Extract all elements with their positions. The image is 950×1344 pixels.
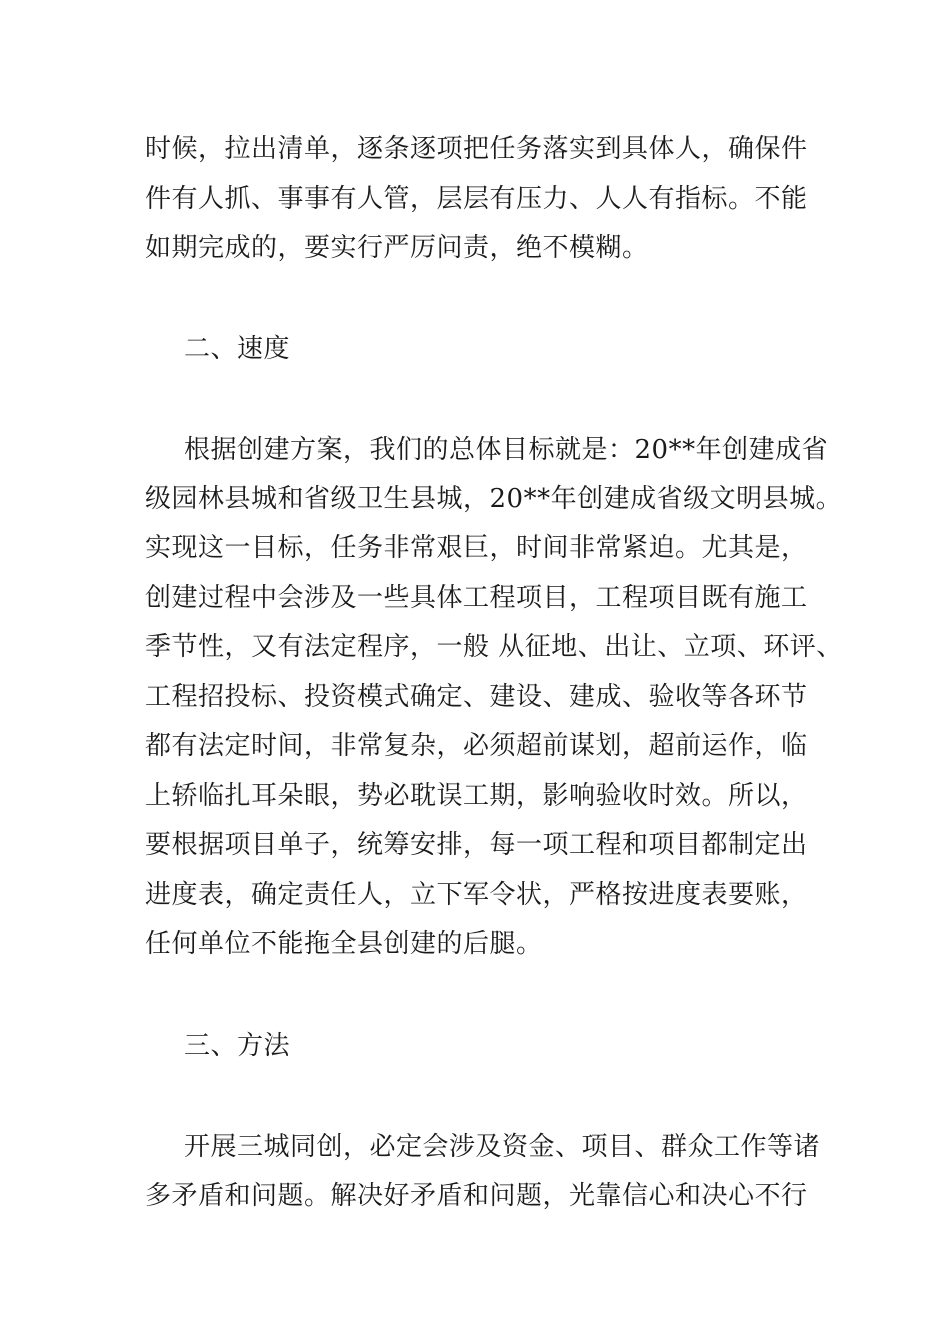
section-heading-speed: 二、速度 <box>184 334 291 364</box>
text-line: 根据创建方案，我们的总体目标就是：20**年创建成省 <box>184 435 829 465</box>
text-line: 开展三城同创，必定会涉及资金、项目、群众工作等诸 <box>184 1132 821 1162</box>
text-line: 要根据项目单子，统筹安排，每一项工程和项目都制定出 <box>145 830 808 860</box>
text-line: 多矛盾和问题。解决好矛盾和问题，光靠信心和决心不行 <box>145 1181 808 1211</box>
text-line: 实现这一目标，任务非常艰巨，时间非常紧迫。尤其是， <box>145 533 808 563</box>
text-line: 上轿临扎耳朵眼，势必耽误工期，影响验收时效。所以， <box>145 781 808 811</box>
text-line: 任何单位不能拖全县创建的后腿。 <box>145 929 543 959</box>
text-line: 都有法定时间，非常复杂，必须超前谋划，超前运作，临 <box>145 731 808 761</box>
text-line: 进度表，确定责任人，立下军令状，严格按进度表要账， <box>145 880 808 910</box>
text-line: 时候，拉出清单，逐条逐项把任务落实到具体人，确保件 <box>145 134 808 164</box>
text-line: 创建过程中会涉及一些具体工程项目，工程项目既有施工 <box>145 583 808 613</box>
text-line: 级园林县城和省级卫生县城，20**年创建成省级文明县城。 <box>145 484 843 514</box>
section-heading-method: 三、方法 <box>184 1031 291 1061</box>
text-line: 件有人抓、事事有人管，层层有压力、人人有指标。不能 <box>145 184 808 214</box>
text-line: 工程招投标、投资模式确定、建设、建成、验收等各环节 <box>145 682 808 712</box>
text-line: 如期完成的，要实行严厉问责，绝不模糊。 <box>145 233 649 263</box>
text-line: 季节性，又有法定程序，一般 从征地、出让、立项、环评、 <box>145 632 843 662</box>
